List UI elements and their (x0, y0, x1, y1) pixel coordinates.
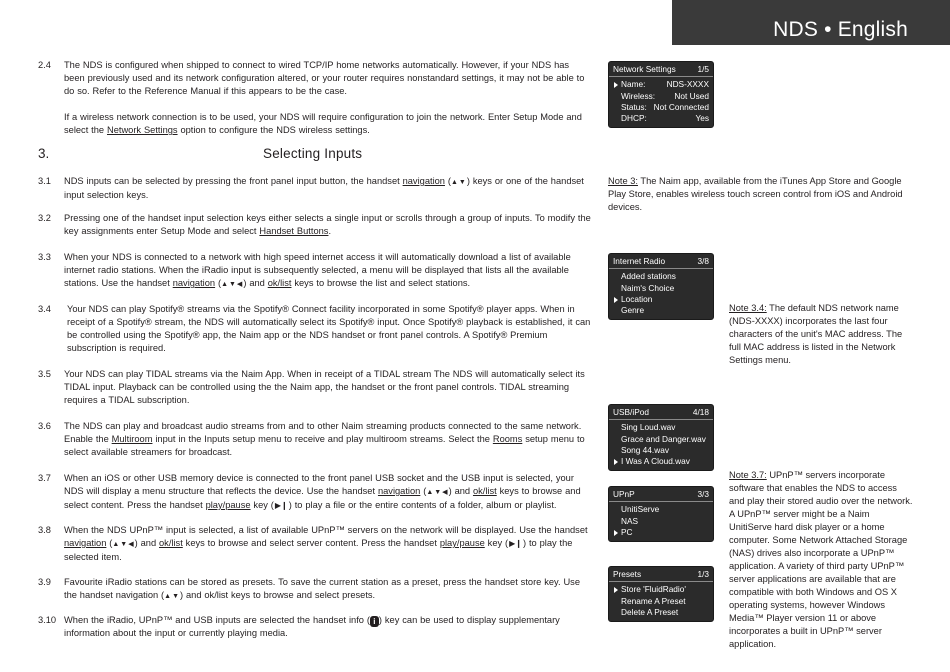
upnp-screen (608, 486, 714, 542)
note-label: Note 3.4: (729, 303, 767, 313)
screen-row: Name: NDS-XXXX (609, 79, 713, 90)
ok-list-link: ok/list (159, 538, 183, 548)
screen-row: Sing Loud.wav (621, 422, 676, 433)
selection-marker-icon (614, 297, 618, 303)
play-pause-link: play/pause (439, 538, 485, 548)
selection-marker-icon (614, 82, 618, 88)
handset-buttons-link: Handset Buttons (259, 226, 329, 236)
info-key-icon: i (370, 616, 379, 627)
screen-title: USB/iPod (613, 407, 649, 417)
paragraph-3-6: The NDS can play and broadcast audio streams from and to other Naim streaming products connected to the same network. Enable the Multiroom input in the Inputs setup menu to receive and play multiroom streams. Select the Rooms setup menu to select available streamers for broadcast. (64, 421, 585, 457)
paragraph-number: 3.5 (38, 369, 51, 379)
screen-title: Presets (613, 569, 642, 579)
note-3: Note 3: The Naim app, available from the iTunes App Store and Google Play Store, enables wireless touch screen control from iOS and Android devices. (608, 176, 903, 212)
note-3-7: Note 3.7: UPnP™ servers incorporate software that enables the NDS to access and play their stored audio over the network. A UPnP™ server might be a Naim UnitiServe hard disk player or a home computer. Some Network Attached Storage (NAS) drives also incorporate a UPnP™ application. A variety of third party UPnP™ server applications are available that are compatible with both Windows and OS X operating systems, however Windows Media™ Player version 11 or above incorporates a built in UPnP™ server application. (729, 470, 913, 649)
screen-row: Grace and Danger.wav (621, 433, 706, 444)
paragraph-number: 2.4 (38, 60, 51, 70)
paragraph-3-4: Your NDS can play Spotify® streams via the Spotify® Connect facility incorporated in some Spotify® player apps. When in receipt of a Spotify® stream, the NDS will automatically select its Spotify® input. Once Spotify® playback is established, it can be controlled using the Spotify® app, the Naim app or the NDS handset or front panel controls. A Spotify® Premium subscription is required. (67, 304, 591, 353)
screen-row: Genre (621, 305, 645, 316)
paragraph-number: 3.6 (38, 421, 51, 431)
screen-row: Naim's Choice (621, 282, 675, 293)
language-header (672, 0, 950, 45)
paragraph-number: 3.10 (38, 615, 57, 625)
paragraph-3-1: NDS inputs can be selected by pressing the front panel input button, the handset navigation (▲▼) keys or one of the handset input selection keys. (64, 176, 584, 200)
screen-row: Rename A Preset (621, 595, 686, 606)
paragraph-number: 3.9 (38, 577, 51, 587)
section-title: Selecting Inputs (263, 146, 363, 161)
nav-up-down-icon: ▲▼ (164, 593, 180, 600)
screen-row: Location (609, 294, 713, 305)
usb-ipod-screen (608, 404, 714, 471)
screen-row: PC (609, 527, 713, 538)
ok-list-link: ok/list (267, 278, 292, 288)
screen-page: 4/18 (692, 407, 709, 417)
paragraph-number: 3.3 (38, 252, 51, 262)
presets-screen (608, 566, 714, 622)
selection-marker-icon (614, 587, 618, 593)
paragraph-2-4-wireless: If a wireless network connection is to be used, your NDS will require configuration to join the network. Enter Setup Mode and select the Network Settings option to configure the NDS wireless settings. (64, 112, 582, 135)
nav-up-down-left-icon: ▲▼◀ (112, 541, 135, 548)
play-pause-icon: ▶❙ (509, 539, 522, 548)
paragraph-number: 3.4 (38, 304, 51, 314)
screen-page: 1/5 (697, 64, 709, 74)
paragraph-number: 3.1 (38, 176, 51, 186)
screen-row: NAS (621, 515, 639, 526)
internet-radio-screen (608, 253, 714, 320)
paragraph-number: 3.8 (38, 525, 51, 535)
paragraph-3-2: Pressing one of the handset input selection keys either selects a single input or scrolls through a group of inputs. To modify the key assignments enter Setup Mode and select Handset Buttons. (64, 213, 591, 236)
paragraph-3-7: When an iOS or other USB memory device is connected to the front panel USB socket and the USB input is selected, your NDS will display a menu structure that reflects the device. Use the handset navigation (▲▼◀) and ok/list keys to browse and select content. Press the handset play/pause key (▶❙) to play a file or the entire contents of a folder, album or playlist. (64, 473, 581, 510)
screen-row: I Was A Cloud.wav (609, 456, 713, 467)
screen-row: Store 'FluidRadio' (609, 584, 713, 595)
paragraph-3-10: When the iRadio, UPnP™ and USB inputs are selected the handset info ( i ) key can be used to display supplementary information about the input or currently playing media. (64, 615, 560, 638)
screen-row: Delete A Preset (621, 606, 679, 617)
screen-row: Added stations (621, 271, 676, 282)
screen-title: UPnP (613, 489, 635, 499)
note-3-4: Note 3.4: The default NDS network name (NDS-XXXX) incorporates the last four characters of the unit's MAC address. The full MAC address is listed in the Network Settings menu. (729, 303, 903, 365)
note-label: Note 3: (608, 176, 638, 186)
screen-row: DHCP: Yes (621, 113, 709, 124)
paragraph-3-8: When the NDS UPnP™ input is selected, a list of available UPnP™ servers on the network will be displayed. Use the handset navigation (▲▼◀) and ok/list keys to browse and select server content. Press the handset play/pause key (▶❙) to play the selected item. (64, 525, 588, 562)
ok-list-link: ok/list (472, 486, 497, 496)
header-title: NDS • English (773, 18, 908, 41)
play-pause-icon: ▶❙ (274, 501, 288, 510)
multiroom-link: Multiroom (111, 434, 153, 444)
navigation-link: navigation (377, 486, 421, 496)
navigation-link: navigation (64, 538, 107, 548)
screen-title: Internet Radio (613, 256, 666, 266)
screen-page: 1/3 (697, 569, 709, 579)
screen-row: Song 44.wav (621, 444, 669, 455)
screen-row: UnitiServe (621, 504, 660, 515)
section-number: 3. (38, 146, 50, 161)
paragraph-3-9: Favourite iRadio stations can be stored as presets. To save the current station as a preset, press the handset store key. Use the handset navigation (▲▼) and ok/list keys to browse and select presets. (64, 577, 581, 600)
screen-page: 3/8 (697, 256, 709, 266)
screen-title: Network Settings (613, 64, 676, 74)
paragraph-number: 3.2 (38, 213, 51, 223)
screen-page: 3/3 (697, 489, 709, 499)
rooms-link: Rooms (492, 434, 523, 444)
paragraph-3-5: Your NDS can play TIDAL streams via the Naim App. When in receipt of a TIDAL stream The NDS will automatically select its TIDAL input. Playback can be controlled using the the Naim app, the handset or the front panel controls. TIDAL streaming requires a TIDAL subscription. (64, 369, 585, 405)
nav-up-down-left-icon: ▲▼◀ (426, 489, 449, 496)
nav-up-down-left-icon: ▲▼◀ (221, 281, 244, 288)
paragraph-number: 3.7 (38, 473, 51, 483)
play-pause-link: play/pause (205, 500, 251, 510)
paragraph-3-3: When your NDS is connected to a network with high speed internet access it will automatically download a list of available internet radio stations. When the iRadio input is subsequently selected, a menu will be displayed that lists all the available stations. Use the handset navigation (▲▼◀) and ok/list keys to browse the list and select stations. (64, 252, 571, 288)
screen-row: Wireless: Not Used (621, 90, 709, 101)
note-label: Note 3.7: (729, 470, 767, 480)
navigation-link: navigation (402, 176, 445, 186)
network-settings-screen (608, 61, 714, 128)
selection-marker-icon (614, 530, 618, 536)
network-settings-link: Network Settings (106, 125, 178, 135)
nav-up-down-icon: ▲▼ (450, 179, 467, 186)
paragraph-2-4: The NDS is configured when shipped to connect to wired TCP/IP home networks automatically. However, if your NDS has been previously used and its network configuration altered, or your router requires nonstandard settings, it may not be able to do so. Refer to the Reference Manual if this appears to be the case. (64, 60, 585, 96)
selection-marker-icon (614, 459, 618, 465)
navigation-link: navigation (172, 278, 216, 288)
screen-row: Status: Not Connected (621, 101, 709, 112)
